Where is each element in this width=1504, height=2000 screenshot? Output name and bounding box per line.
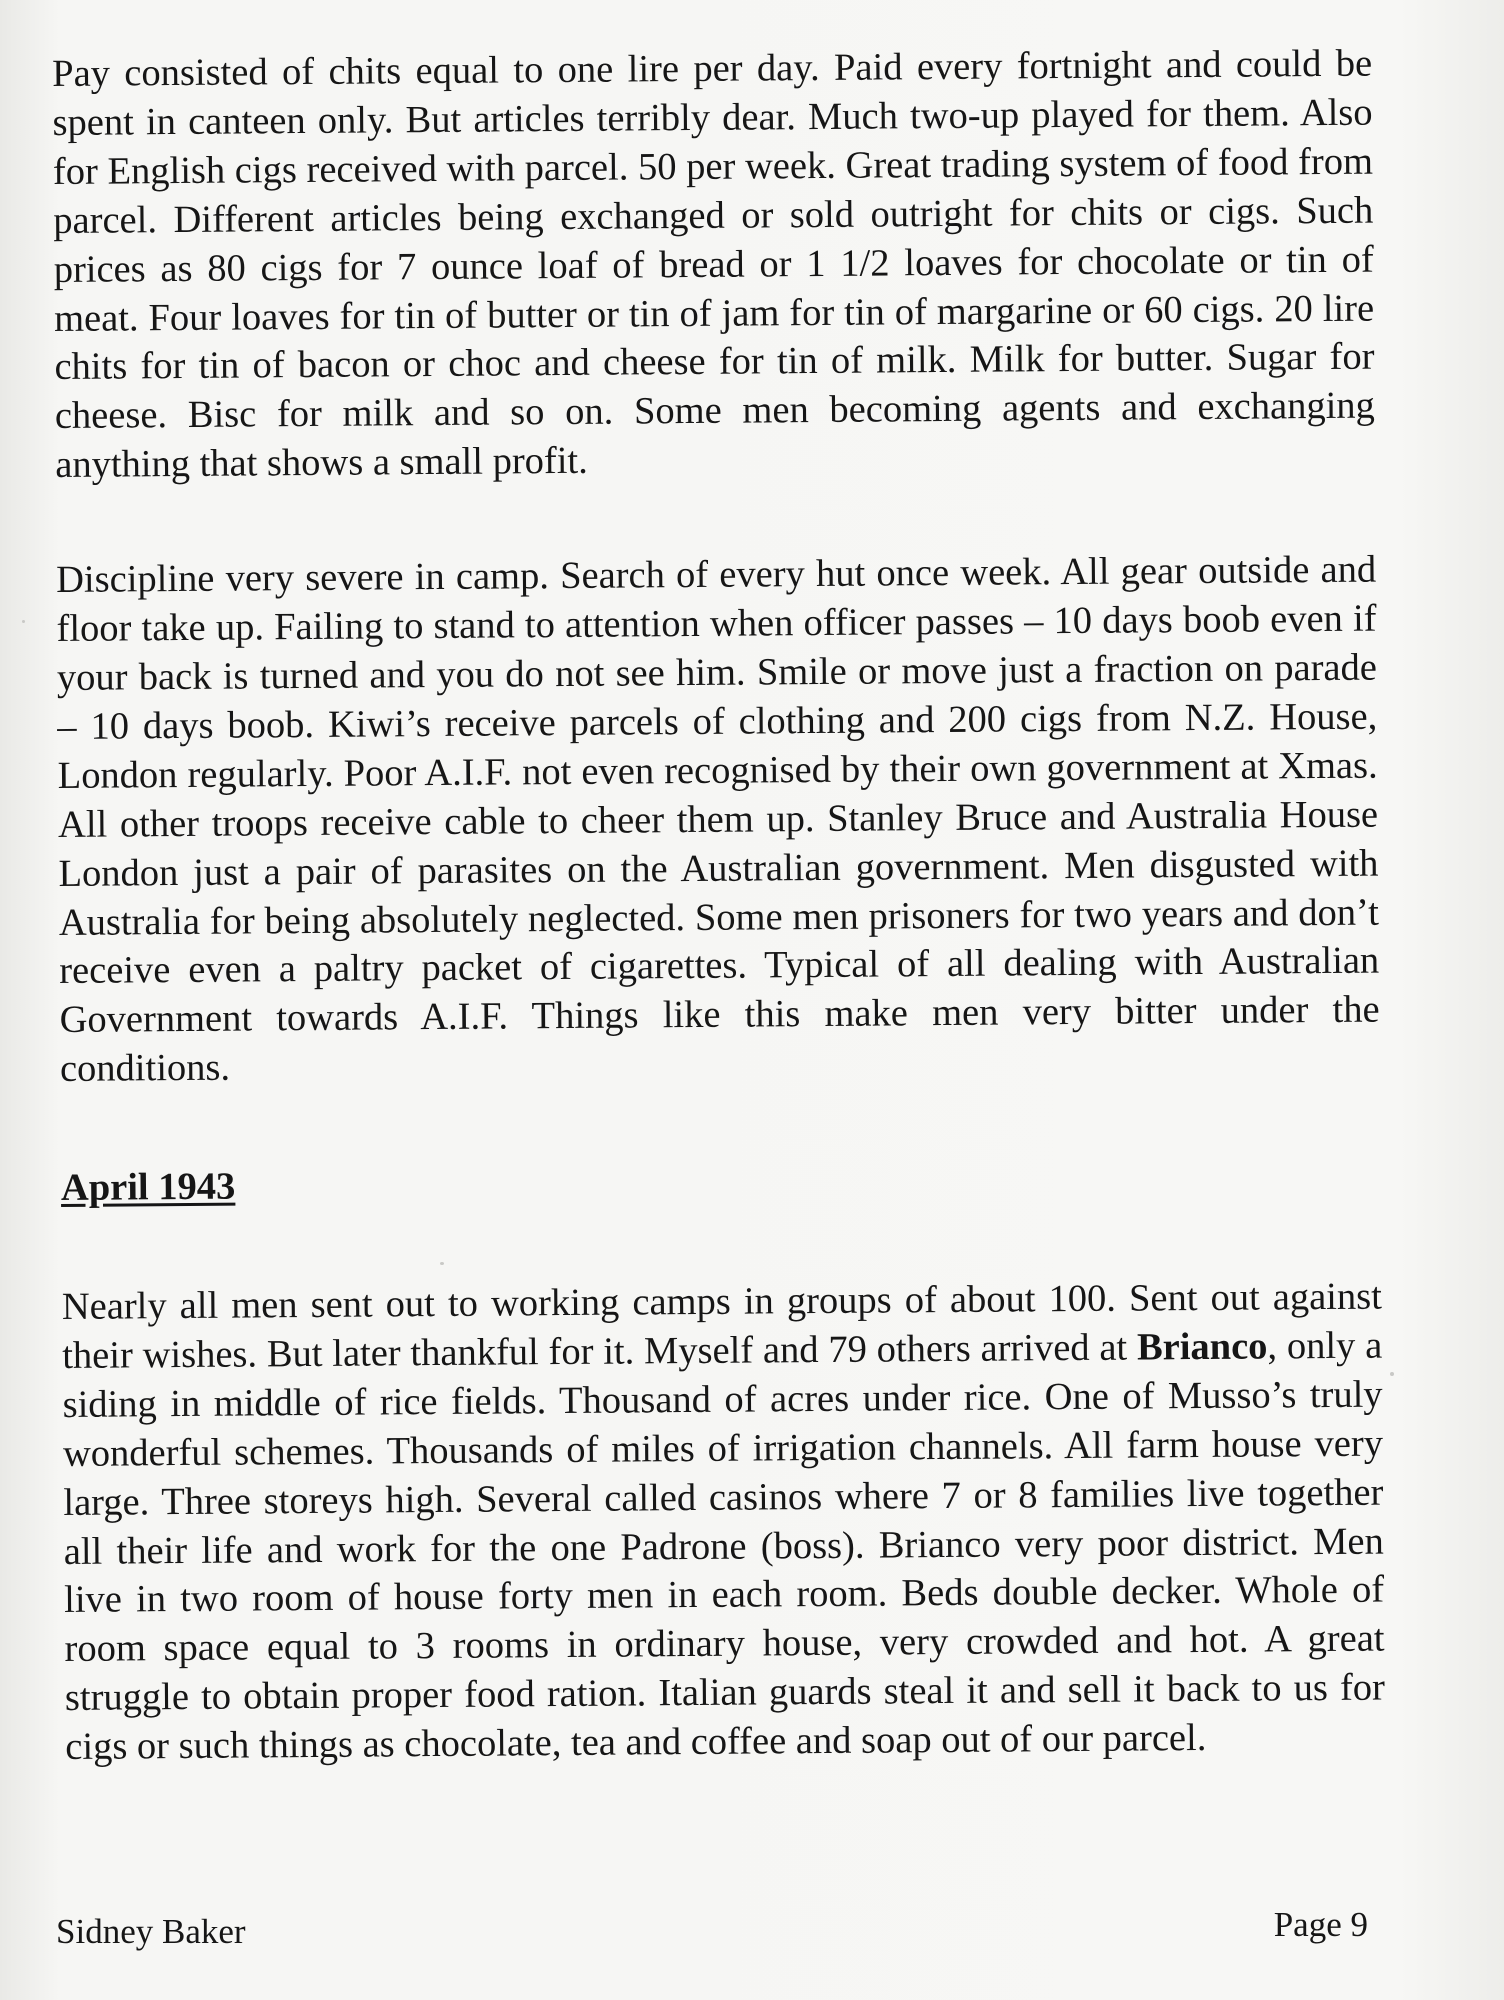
document-body [52,40,1385,1772]
footer-page-number: Page 9 [1273,1905,1368,1944]
paragraph-pay-and-trading: Pay consisted of chits equal to one lire per day. Paid every fortnight and could be spent in canteen only. But articles terribly dear. Much two-up played for them. Also for English cigs received with parcel. 50 per week. Great trading system of food from parcel. Different articles being exchanged or sold outright for chits or cigs. Such prices as 80 cigs for 7 ounce loaf of bread or 1 1/2 loaves for chocolate or tin of meat. Four loaves for tin of butter or tin of jam for tin of margarine or 60 cigs. 20 lire chits for tin of bacon or choc and cheese for tin of milk. Milk for butter. Sugar for cheese. Bisc for milk and so on. Some men becoming agents and exchanging anything that shows a small profit. [52,42,1376,487]
paragraph-spacer [61,1203,1382,1283]
footer-author: Sidney Baker [56,1912,246,1951]
paragraph-discipline: Discipline very severe in camp. Search of every hut once week. All gear outside and floor take up. Failing to stand to attention when officer passes – 10 days boob even if your back is turned and you do not see him. Smile or move just a fraction on parade – 10 days boob. Kiwi’s receive parcels of clothing and 200 cigs from N.Z. House, London regularly. Poor A.I.F. not even recognised by their own government at Xmas. All other troops receive cable to cheer them up. Stanley Bruce and Australia House London just a pair of parasites on the Australian government. Men disgusted with Australia for being absolutely neglected. Some men prisoners for two years and don’t receive even a paltry packet of cigarettes. Typical of all dealing with Australian Government towards A.I.F. Things like this make men very bitter under the conditions. [55,548,1380,1091]
paragraph-spacer [60,1084,1381,1164]
paragraph-text-end: , only a siding in middle of rice fields. Thousand of acres under rice. One of Musso’s truly wonderful schemes. Thousands of miles of irrigation channels. All farm house very large. Three storeys high. Several called casinos where 7 or 8 families live together all their life and work for the one Padrone (boss). Brianco very poor district. Men live in two room of house forty men in each room. Beds double decker. Whole of room space equal to 3 rooms in ordinary house, very crowded and hot. A great struggle to obtain proper food ration. Italian guards steal it and sell it back to us for cigs or such things as chocolate, tea and coffee and soap out of our parcel. [62,1324,1386,1769]
place-name-bold: Brianco [1136,1325,1268,1369]
scan-speck [440,1262,444,1265]
scan-speck [1390,1372,1394,1376]
paragraph-working-camps [62,1273,1386,1772]
paragraph-text-start: Nearly all men sent out to working camps in groups of about 100. Sent out against their wishes. But later thankful for it. Myself and 79 others arrived at [61,1275,1382,1377]
section-heading-date: April 1943 [60,1165,236,1210]
paragraph-spacer [55,480,1375,556]
scan-speck [22,620,25,623]
